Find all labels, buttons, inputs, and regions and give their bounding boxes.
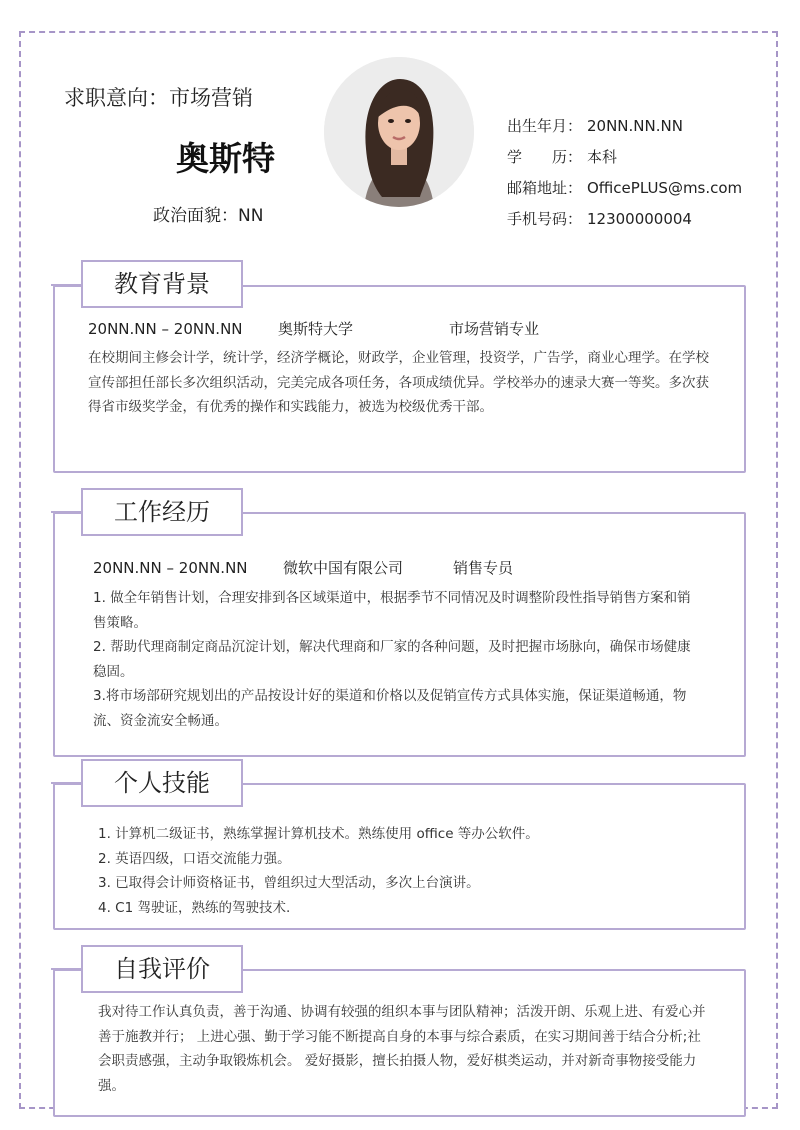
list-item: 4. C1 驾驶证，熟练的驾驶技术. (98, 899, 291, 916)
work-duties (93, 586, 703, 733)
work-date: 20NN.NN – 20NN.NN (93, 559, 248, 577)
candidate-name: 奥斯特 (176, 139, 275, 178)
list-item: 1. 做全年销售计划，合理安排到各区域渠道中，根据季节不同情况及时调整阶段性指导销售方案和销售策略。 (93, 590, 691, 631)
self-evaluation-text: 我对待工作认真负责，善于沟通、协调有较强的组织本事与团队精神；活泼开朗、乐观上进、有爱心并善于施教并行； 上进心强、勤于学习能不断提高自身的本事与综合素质，在实习期间善于结合分析;社会职责感强，主动争取锻炼机会。 爱好摄影，擅长拍摄人物，爱好棋类运动，并对新奇事物接受能力强。 (98, 1004, 706, 1094)
work-company: 微软中国有限公司 (283, 559, 404, 577)
education-date: 20NN.NN – 20NN.NN (88, 320, 243, 338)
info-education: 学 历： 本科 (507, 148, 618, 166)
portrait-illustration (324, 57, 474, 207)
list-item: 2. 英语四级，口语交流能力强。 (98, 850, 291, 867)
personal-info (507, 115, 742, 239)
section-tick (51, 511, 81, 513)
self-evaluation-title: 自我评价 (81, 945, 243, 993)
skills-list (98, 822, 718, 920)
education-description: 在校期间主修会计学，统计学，经济学概论，财政学，企业管理，投资学，广告学，商业心理学。在学校宣传部担任部长多次组织活动，完美完成各项任务，各项成绩优异。学校举办的速录大赛一等奖。多次获得省市级奖学金，有优秀的操作和实践能力，被选为校级优秀干部。 (88, 350, 709, 415)
education-major: 市场营销专业 (449, 320, 540, 338)
work-title: 工作经历 (81, 488, 243, 536)
info-email: 邮箱地址： OfficePLUS@ms.com (507, 179, 743, 197)
work-position: 销售专员 (453, 559, 514, 577)
profile-photo (324, 57, 474, 207)
info-birth: 出生年月： 20NN.NN.NN (507, 117, 683, 135)
section-tick (51, 782, 81, 784)
list-item: 2. 帮助代理商制定商品沉淀计划，解决代理商和厂家的各种问题，及时把握市场脉向，确保市场健康稳固。 (93, 639, 691, 680)
political-status: 政治面貌：NN (153, 206, 264, 226)
education-entry (88, 318, 539, 339)
list-item: 1. 计算机二级证书，熟练掌握计算机技术。熟练使用 office 等办公软件。 (98, 826, 539, 842)
work-entry (93, 557, 513, 578)
list-item: 3.将市场部研究规划出的产品按设计好的渠道和价格以及促销宣传方式具体实施，保证渠道畅通，物流、资金流安全畅通。 (93, 688, 687, 729)
section-tick (51, 968, 81, 970)
list-item: 3. 已取得会计师资格证书，曾组织过大型活动，多次上台演讲。 (98, 875, 480, 891)
education-title: 教育背景 (81, 260, 243, 308)
section-tick (51, 284, 81, 286)
skills-title: 个人技能 (81, 759, 243, 807)
info-phone: 手机号码： 12300000004 (507, 210, 692, 228)
job-objective: 求职意向：市场营销 (64, 86, 253, 110)
education-school: 奥斯特大学 (278, 320, 354, 338)
